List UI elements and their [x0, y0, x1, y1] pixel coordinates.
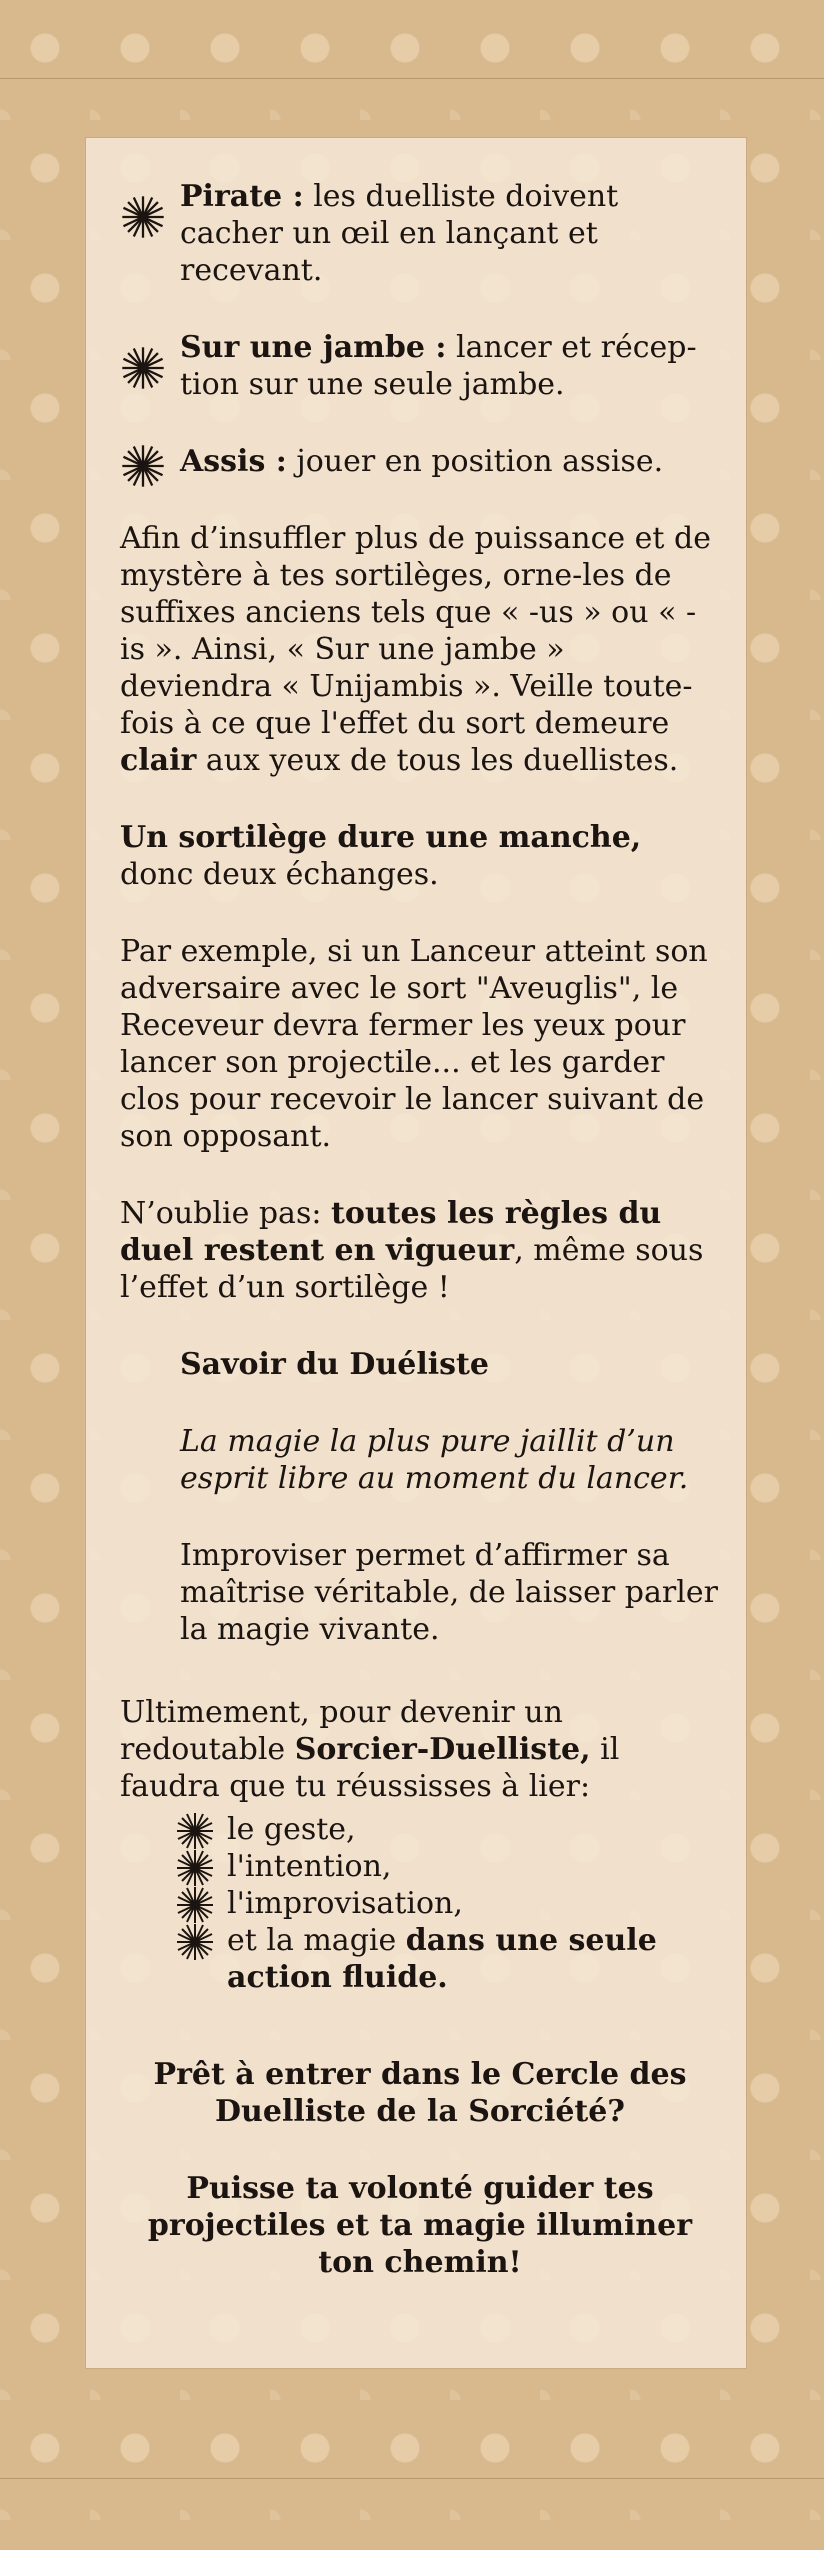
ultimate-paragraph: [120, 1694, 720, 1805]
list-item: [175, 1885, 720, 1922]
list-item: [175, 1848, 720, 1885]
list-item-text: le geste,: [227, 1812, 356, 1847]
star-icon: [175, 1848, 215, 1888]
suffix-end: aux yeux de tous les duellistes.: [196, 743, 679, 778]
ultimate-bold: Sorcier-Duelliste,: [294, 1732, 591, 1767]
bullet-text: lancer et récep-tion sur une seule jambe.: [180, 330, 697, 402]
star-icon: [175, 1885, 215, 1925]
bullet-pirate: [120, 178, 720, 289]
rules-panel: [86, 138, 746, 2368]
skills-list: [175, 1811, 720, 1996]
reminder-end: , même sous l’effet d’un sortilège !: [120, 1233, 704, 1305]
star-icon: [120, 345, 166, 391]
ultimate-end: il faudra que tu réussisses à lier:: [120, 1732, 620, 1804]
savoir-text: Improviser permet d’affirmer sa maîtrise véritable, de laisser parler la magie vivante.: [180, 1538, 718, 1647]
star-icon: [175, 1922, 215, 1962]
savoir-title: Savoir du Duéliste: [180, 1347, 489, 1382]
bullet-term: Sur une jambe :: [180, 330, 447, 365]
bullet-term: Pirate :: [180, 179, 304, 214]
closing-question: Prêt à entrer dans le Cercle des Duelliste de la Sorciété?: [153, 2057, 687, 2129]
list-item-text: l'improvisation,: [227, 1886, 463, 1921]
list-item: [175, 1922, 720, 1996]
bullet-term: Assis :: [180, 444, 287, 479]
reminder-bold: toutes les règles du duel restent en vigueur: [120, 1196, 662, 1268]
star-icon: [120, 443, 166, 489]
bottom-divider: [0, 2478, 824, 2479]
list-last-bold: dans une seule action fluide.: [227, 1923, 657, 1995]
manche-paragraph: [120, 819, 720, 893]
example-paragraph: Par exemple, si un Lanceur atteint son adversaire avec le sort "Aveuglis", le Receveur devra fermer les yeux pour lancer son projectile... et les garder clos pour recevoir le lancer suivant de son opposant.: [120, 934, 708, 1154]
manche-text: donc deux échanges.: [120, 857, 439, 892]
list-item: [175, 1811, 720, 1848]
bullet-text: jouer en position assise.: [286, 444, 664, 479]
bullet-text: les duelliste doivent cacher un œil en lançant et recevant.: [180, 179, 619, 288]
ultimate-start: Ultimement, pour devenir un redoutable: [120, 1695, 563, 1767]
star-icon: [120, 194, 166, 240]
panel-content: [120, 178, 720, 2321]
suffix-text: Afin d’insuffler plus de puissance et de mystère à tes sortilèges, orne-les de suffixes anciens tels que « -us » ou « -is ». Ainsi, « Sur une jambe » deviendra « Unijambis ». Veille toute-fois à ce que l'effet du sort demeure: [120, 521, 711, 741]
bullet-jambe: [120, 329, 720, 403]
bullet-assis: [120, 443, 720, 480]
list-item-text: l'intention,: [227, 1849, 392, 1884]
star-icon: [175, 1811, 215, 1851]
suffix-bold: clair: [120, 743, 197, 778]
reminder-start: N’oublie pas:: [120, 1196, 331, 1231]
reminder-paragraph: [120, 1195, 720, 1306]
manche-bold: Un sortilège dure une manche,: [120, 820, 642, 855]
suffix-paragraph: [120, 520, 720, 779]
list-last-start: et la magie: [227, 1923, 406, 1958]
closing-blessing: Puisse ta volonté guider tes projectiles et ta magie illuminer ton chemin!: [147, 2171, 693, 2280]
top-divider: [0, 78, 824, 79]
savoir-quote: La magie la plus pure jaillit d’un esprit libre au moment du lancer.: [180, 1424, 689, 1496]
